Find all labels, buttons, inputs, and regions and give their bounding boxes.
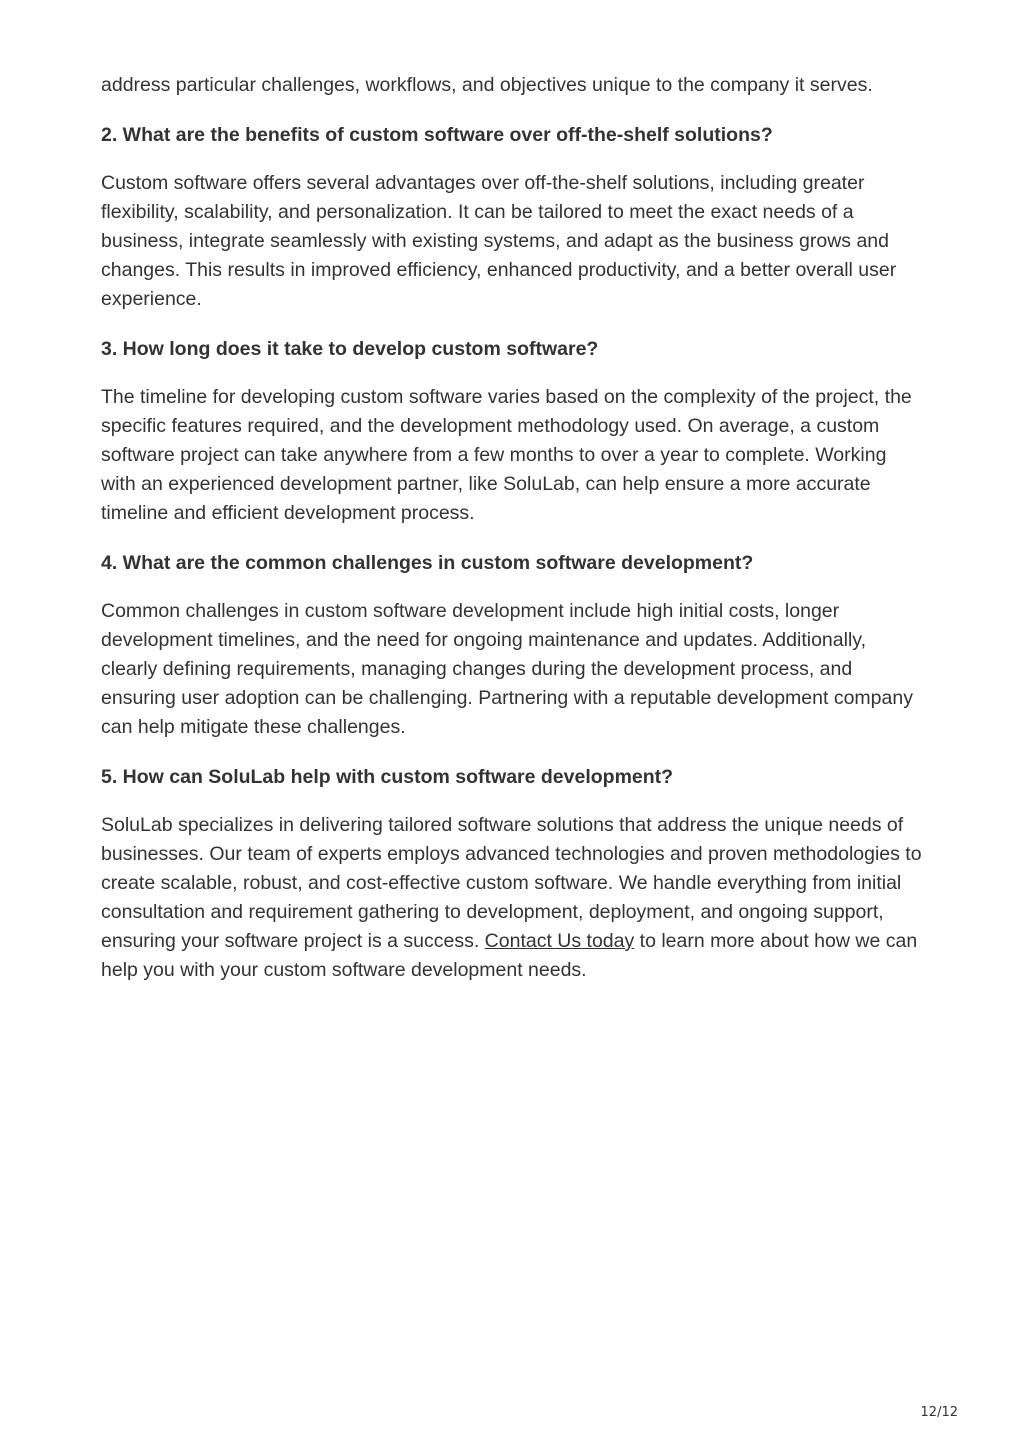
faq-answer: Common challenges in custom software development include high initial costs, longer development timelines, and the need for ongoing maintenance and updates. Additionally, clearly defining requirements, managing changes during the development process, and ensuring user adoption can be challenging. Partnering with a reputable development company can help mitigate these challenges. — [101, 600, 913, 738]
faq-question: 3. How long does it take to develop custom software? — [101, 338, 599, 360]
faq-question: 5. How can SoluLab help with custom software development? — [101, 766, 674, 788]
faq-answer: The timeline for developing custom software varies based on the complexity of the project, the specific features required, and the development methodology used. On average, a custom software project can take anywhere from a few months to over a year to complete. Working with an experienced development partner, like SoluLab, can help ensure a more accurate timeline and efficient development process. — [101, 386, 912, 524]
intro-paragraph: address particular challenges, workflows, and objectives unique to the company it serves. — [101, 74, 873, 96]
faq-item-3 — [101, 335, 923, 528]
contact-us-link[interactable]: Contact Us today — [484, 930, 635, 952]
faq-item-4 — [101, 549, 923, 742]
page-number: 12/12 — [920, 1405, 958, 1420]
answer-text-before-link: SoluLab specializes in delivering tailored software solutions that address the unique needs of businesses. Our team of experts employs advanced technologies and proven methodologies to create scalable, robust, and cost-effective custom software. We handle everything from initial consultation and requirement gathering to development, deployment, and ongoing support, ensuring your software project is a success. — [101, 814, 922, 952]
faq-answer — [101, 811, 923, 985]
faq-item-5 — [101, 763, 923, 985]
faq-answer: Custom software offers several advantages over off-the-shelf solutions, including greater flexibility, scalability, and personalization. It can be tailored to meet the exact needs of a business, integrate seamlessly with existing systems, and adapt as the business grows and changes. This results in improved efficiency, enhanced productivity, and a better overall user experience. — [101, 172, 897, 310]
faq-question: 2. What are the benefits of custom software over off-the-shelf solutions? — [101, 124, 773, 146]
faq-question: 4. What are the common challenges in custom software development? — [101, 552, 754, 574]
answer-text-after-link: to learn more about how we can help you with your custom software development needs. — [101, 930, 918, 981]
faq-item-2 — [101, 121, 923, 314]
document-page — [101, 71, 923, 985]
